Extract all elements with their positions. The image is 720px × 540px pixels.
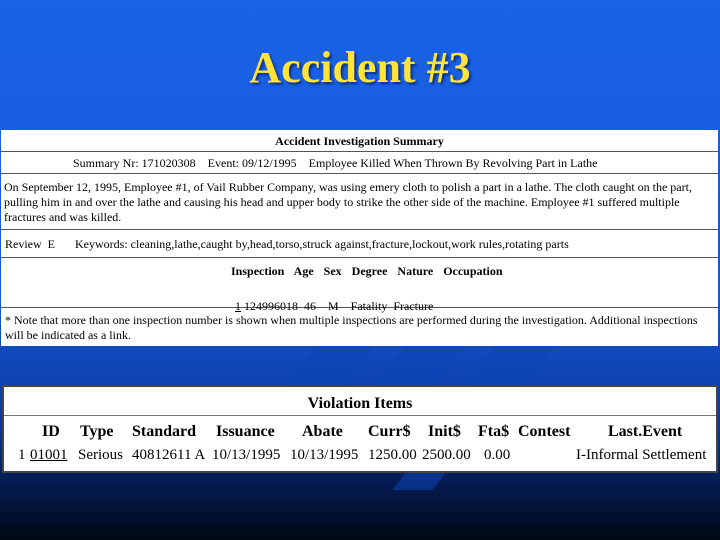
col-id: ID <box>42 423 60 440</box>
background-stripe <box>284 345 375 385</box>
inspection-link[interactable]: 1 <box>235 299 241 313</box>
col-issuance: Issuance <box>216 423 275 440</box>
divider <box>4 415 716 416</box>
review-label: Review E <box>5 237 55 251</box>
background-stripe <box>392 470 448 490</box>
inspection-block <box>1 258 718 313</box>
background-stripe <box>374 345 465 385</box>
violation-abate: 10/13/1995 <box>290 447 359 463</box>
violation-fta: 0.00 <box>484 447 511 463</box>
keywords-row <box>1 230 718 258</box>
col-init: Init$ <box>428 423 461 440</box>
inspection-header: Inspection Age Sex Degree Nature Occupation <box>231 264 503 278</box>
col-last-event: Last.Event <box>608 423 683 440</box>
summary-heading: Accident Investigation Summary <box>1 130 718 152</box>
violation-items-panel <box>2 385 718 473</box>
violation-last-event: I-Informal Settlement <box>576 447 707 463</box>
summary-line: Summary Nr: 171020308 Event: 09/12/1995 Employee Killed When Thrown By Revolving Part in Lathe <box>1 152 718 174</box>
accident-narrative: On September 12, 1995, Employee #1, of Vail Rubber Company, was using emery cloth to polish a part in a lathe. The cloth caught on the part, pulling him in and over the lathe and causing his head and upper body to strike the other side of the machine. Employee #1 suffered multiple fractures and was killed. <box>1 174 718 230</box>
accident-summary-panel <box>1 130 718 346</box>
violation-init: 2500.00 <box>422 447 471 463</box>
col-abate: Abate <box>302 423 343 440</box>
slide-title: Accident #3 <box>249 43 471 92</box>
col-fta: Fta$ <box>478 423 510 440</box>
violation-type: Serious <box>78 447 123 463</box>
violation-curr: 1250.00 <box>368 447 417 463</box>
inspection-values: 124996018 46 M Fatality Fracture <box>241 299 434 313</box>
col-type: Type <box>80 423 114 440</box>
violation-issuance: 10/13/1995 <box>212 447 281 463</box>
row-number: 1 <box>18 447 26 463</box>
violation-standard: 40812611 A <box>132 447 206 463</box>
keywords-text: Keywords: cleaning,lathe,caught by,head,torso,struck against,fracture,lockout,work rules,rotating parts <box>75 237 569 251</box>
inspection-note: * Note that more than one inspection number is shown when multiple inspections are performed during the investigation. Additional inspections will be indicated as a link. <box>5 313 698 342</box>
col-standard: Standard <box>132 423 197 440</box>
violation-id-link[interactable]: 01001 <box>30 447 68 463</box>
background-stripe <box>464 345 555 385</box>
violations-heading: Violation Items <box>307 395 413 412</box>
col-contest: Contest <box>518 423 571 440</box>
col-curr: Curr$ <box>368 423 411 440</box>
